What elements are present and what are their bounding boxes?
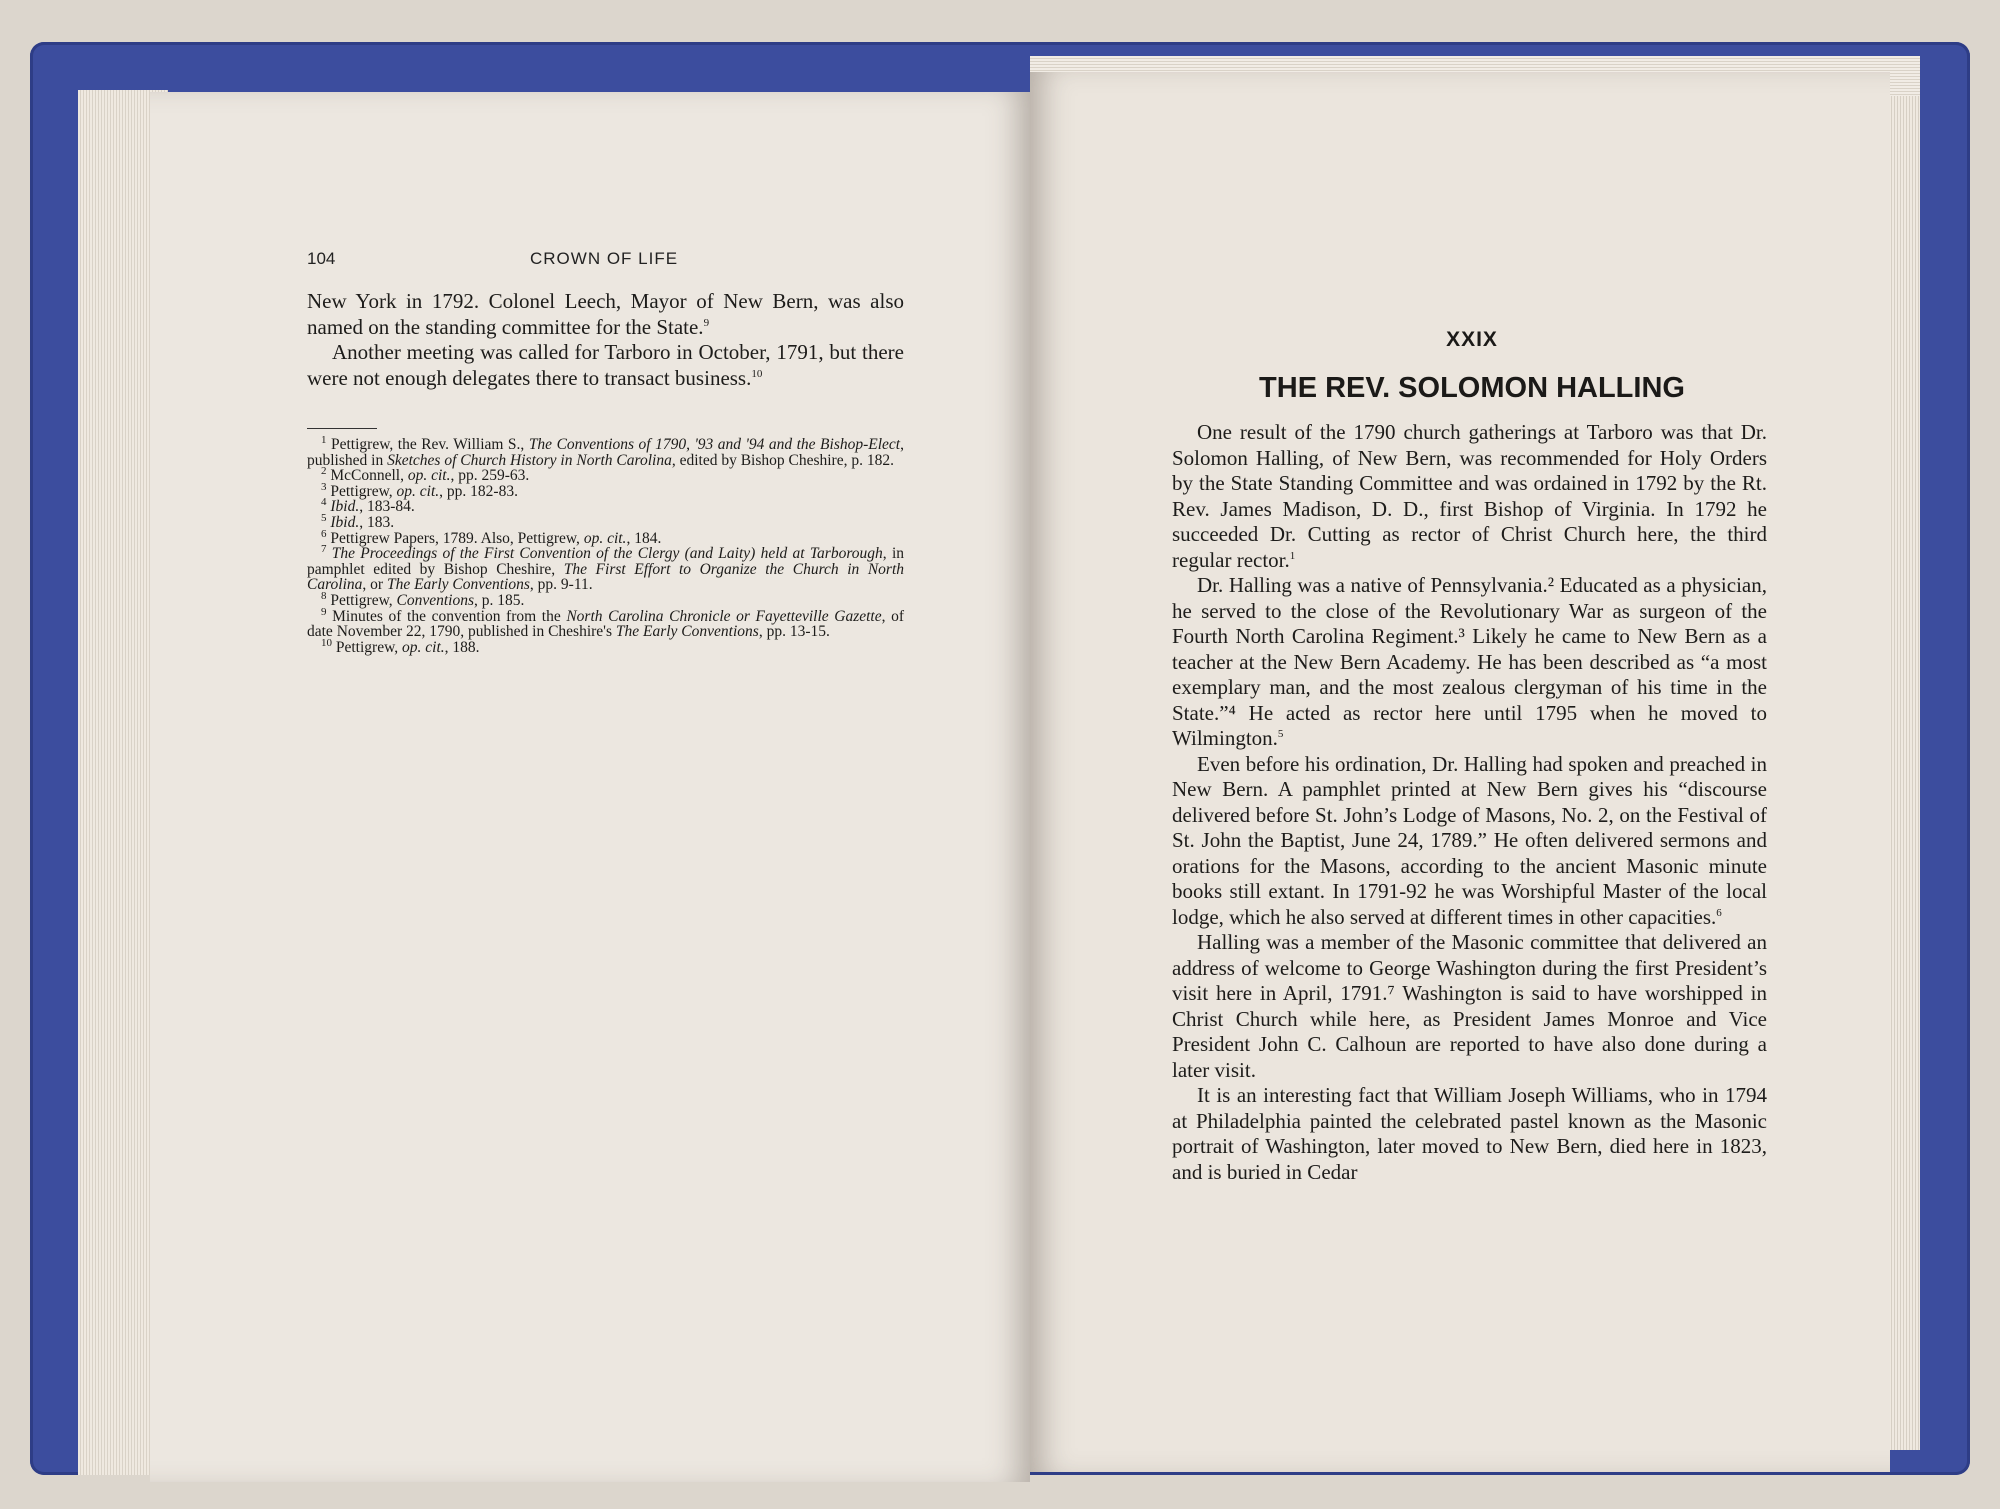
footnote: $^6$ Pettigrew Papers, 1789. Also, Pettigrew, op. cit., 184.	[321, 527, 662, 547]
paragraph: It is an interesting fact that William Joseph Williams, who in 1794 at Philadelphia painted the celebrated pastel known as the Masonic portrait of Washington, later moved to New Bern, died here in 1823, and is buried in Cedar	[1172, 1083, 1767, 1184]
paragraph: Dr. Halling was a native of Pennsylvania.² Educated as a physician, he served to the close of the Revolutionary War as surgeon of the Fourth North Carolina Regiment.³ Likely he came to New Bern as a teacher at the New Bern Academy. He has been described as “a most exemplary man, and the most zealous clergyman of his time in the State.”⁴ He acted as rector here until 1795 when he moved to Wilmington.$^5$	[1172, 573, 1767, 750]
page-number: 104	[307, 249, 336, 268]
footnote-rule	[307, 428, 377, 429]
footnote: $^1$ Pettigrew, the Rev. William S., The Conventions of 1790, '93 and '94 and the Bishop-Elect, published in Sketches of Church History in North Carolina, edited by Bishop Cheshire, p. 182.	[307, 433, 904, 469]
chapter-title: THE REV. SOLOMON HALLING	[1259, 372, 1685, 404]
footnote: $^8$ Pettigrew, Conventions, p. 185.	[321, 589, 525, 609]
right-body-text	[1172, 420, 1767, 1185]
paragraph: One result of the 1790 church gatherings at Tarboro was that Dr. Solomon Halling, of New Bern, was recommended for Holy Orders by the State Standing Committee and was ordained in 1792 by the Rt. Rev. James Madison, D. D., first Bishop of Virginia. In 1792 he succeeded Dr. Cutting as rector of Christ Church here, the third regular rector.$^1$	[1172, 420, 1767, 572]
paragraph: New York in 1792. Colonel Leech, Mayor of New Bern, was also named on the standing committee for the State.$^9$	[307, 289, 904, 339]
footnote: $^3$ Pettigrew, op. cit., pp. 182-83.	[321, 480, 518, 500]
footnote: $^4$ Ibid., 183-84.	[321, 496, 415, 516]
footnote: $^2$ McConnell, op. cit., pp. 259-63.	[321, 465, 530, 485]
chapter-number: XXIX	[1446, 328, 1498, 351]
footnote: $^7$ The Proceedings of the First Convention of the Clergy (and Laity) held at Tarborough, in pamphlet edited by Bishop Cheshire, The First Effort to Organize the Church in North Carolina, or The Early Conventions, pp. 9-11.	[307, 543, 905, 594]
left-body-text	[307, 289, 904, 391]
paragraph: Even before his ordination, Dr. Halling had spoken and preached in New Bern. A pamphlet printed at New Bern gives his “discourse delivered before St. John’s Lodge of Masons, No. 2, on the Festival of St. John the Baptist, June 24, 1789.” He often delivered sermons and orations for the Masons, according to the ancient Masonic minute books still extant. In 1791-92 he was Worshipful Master of the local lodge, which he also served at different times in other capacities.$^6$	[1172, 751, 1767, 929]
paragraph: Another meeting was called for Tarboro in October, 1791, but there were not enough delegates there to transact business.$^{10}$	[307, 340, 904, 390]
footnote: $^{10}$ Pettigrew, op. cit., 188.	[321, 636, 480, 656]
footnotes	[307, 433, 905, 656]
paragraph: Halling was a member of the Masonic committee that delivered an address of welcome to George Washington during the first President’s visit here in April, 1791.⁷ Washington is said to have worshipped in Christ Church while here, as President James Monroe and Vice President John C. Calhoun are reported to have also done during a later visit.	[1172, 930, 1767, 1082]
running-head-title: CROWN OF LIFE	[530, 249, 679, 268]
footnote: $^5$ Ibid., 183.	[321, 511, 395, 531]
footnote: $^9$ Minutes of the convention from the North Carolina Chronicle or Fayetteville Gazette, of date November 22, 1790, published in Cheshire's The Early Conventions, pp. 13-15.	[307, 605, 905, 641]
running-head	[307, 249, 904, 271]
